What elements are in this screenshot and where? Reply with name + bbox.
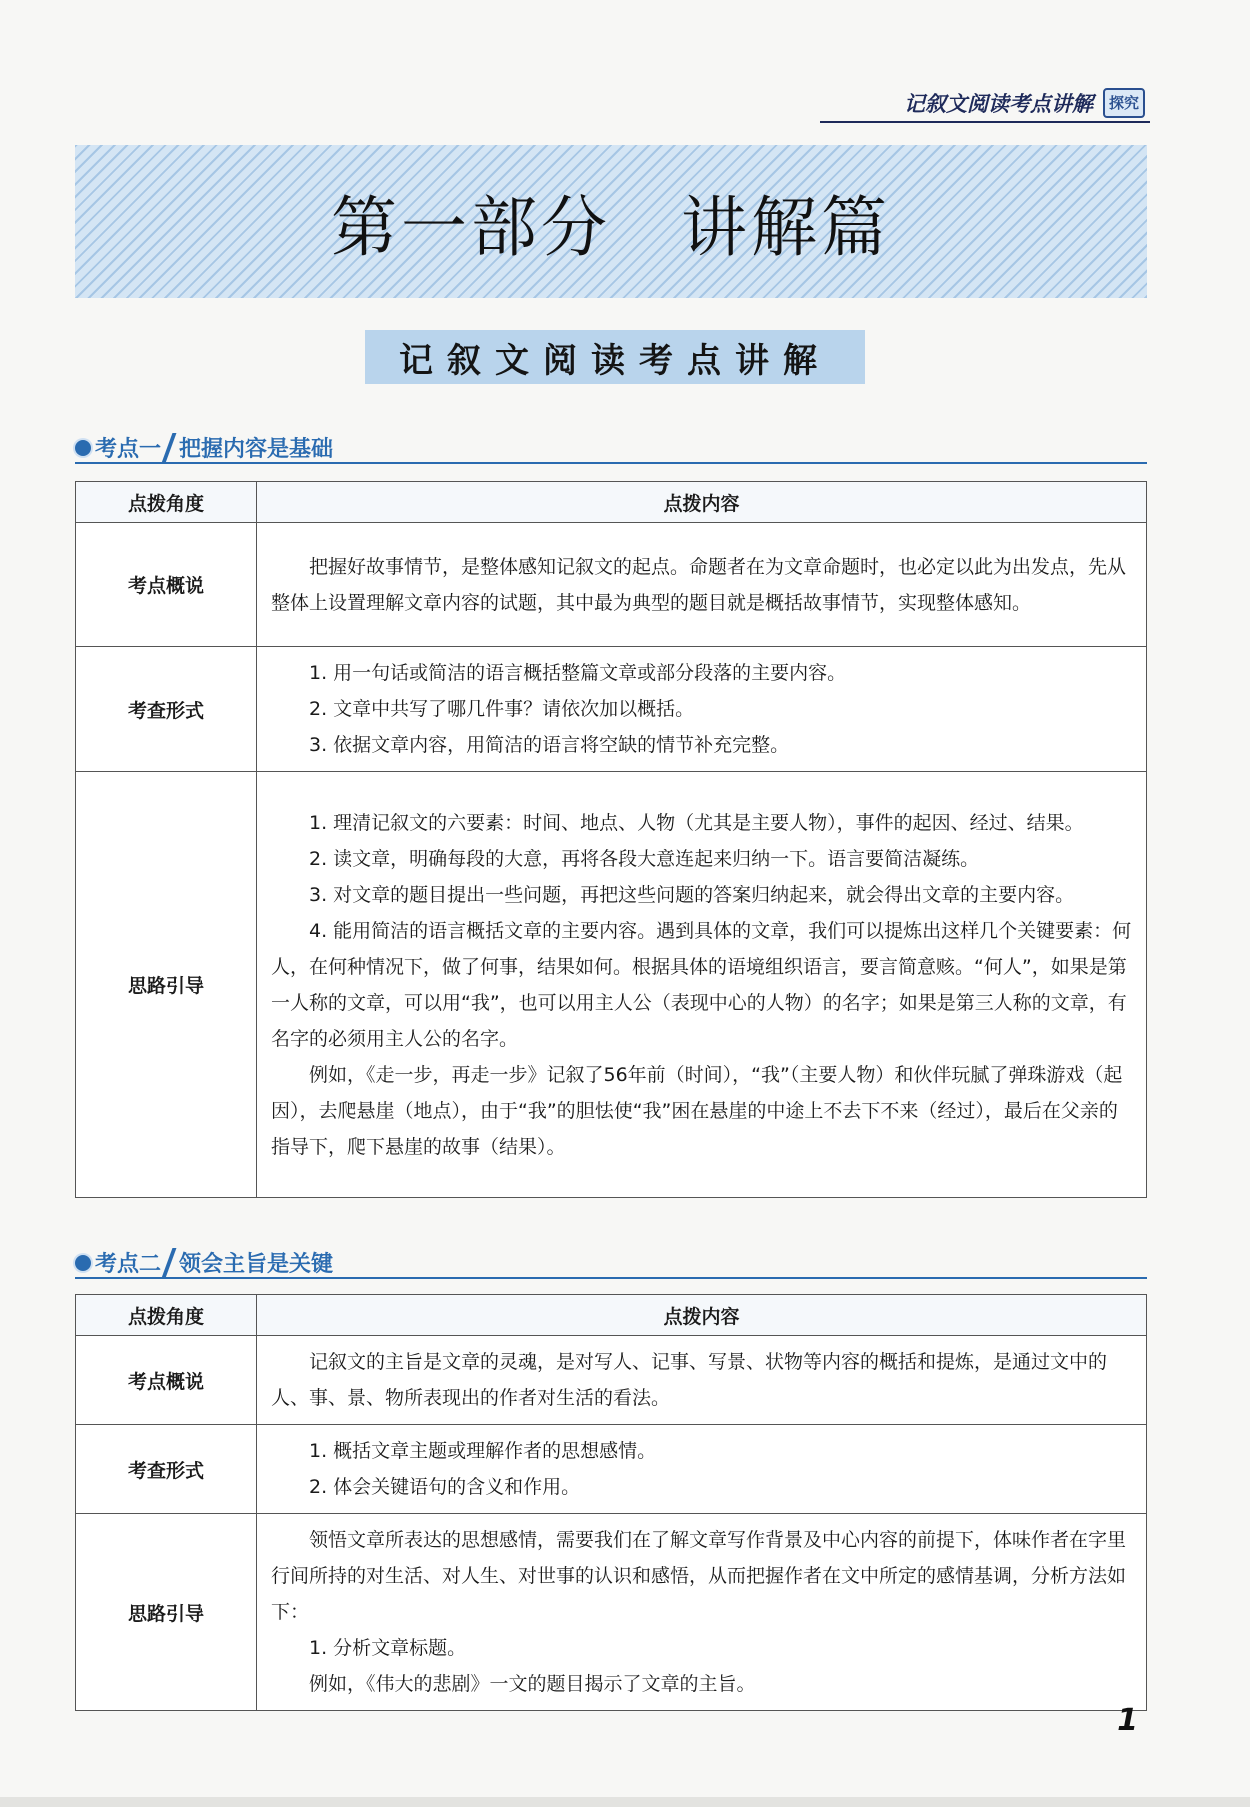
section-title: 领会主旨是关键: [179, 1252, 334, 1277]
section-label: 考点二: [95, 1252, 162, 1277]
bullet-icon: [75, 440, 91, 456]
table-row: [76, 1425, 1147, 1514]
banner-title: 第一部分 讲解篇: [331, 189, 891, 266]
content-line: 例如，《伟大的悲剧》一文的题目揭示了文章的主旨。: [309, 1673, 756, 1695]
content-line: 例如，《走一步，再走一步》记叙了56年前（时间），“我”（主要人物）和伙伴玩腻了弹珠游戏（起因），去爬悬崖（地点），由于“我”的胆怯使“我”困在悬崖的中途上不去下不来（经过），最后在父亲的指导下，爬下悬崖的故事（结果）。: [271, 1063, 1123, 1158]
content-line: 领悟文章所表达的思想感情，需要我们在了解文章写作背景及中心内容的前提下，体味作者在字里行间所持的对生活、对人生、对世事的认识和感悟，从而把握作者在文中所定的感情基调，分析方法如下：: [271, 1529, 1127, 1623]
row-label: 考点概说: [76, 1336, 257, 1425]
table-row: [76, 772, 1147, 1198]
section-rule: [75, 1277, 1147, 1279]
row-label: 考查形式: [76, 1425, 257, 1514]
subtitle: 记叙文阅读考点讲解: [399, 340, 831, 381]
content-line: 记叙文的主旨是文章的灵魂，是对写人、记事、写景、状物等内容的概括和提炼，是通过文中的人、事、景、物所表现出的作者对生活的看法。: [271, 1351, 1108, 1409]
section-head-2: [75, 1247, 333, 1278]
table-header-row: [76, 482, 1147, 523]
content-line: 3. 依据文章内容，用简洁的语言将空缺的情节补充完整。: [309, 734, 790, 756]
content-line: 2. 读文章，明确每段的大意，再将各段大意连起来归纳一下。语言要简洁凝练。: [309, 847, 980, 870]
bullet-icon: [75, 1255, 91, 1271]
content-line: 1. 概括文章主题或理解作者的思想感情。: [309, 1440, 657, 1462]
kp-table-1: [75, 481, 1147, 1198]
table-row: [76, 1336, 1147, 1425]
subtitle-box: [365, 330, 865, 384]
content-line: 1. 理清记叙文的六要素：时间、地点、人物（尤其是主要人物），事件的起因、经过、结果。: [309, 811, 1084, 834]
col-header: 点拨内容: [257, 482, 1147, 523]
row-content: [257, 647, 1147, 772]
content-line: 4. 能用简洁的语言概括文章的主要内容。遇到具体的文章，我们可以提炼出这样几个关键要素：何人，在何种情况下，做了何事，结果如何。根据具体的语境组织语言，要言简意赅。“何人”，如果是第一人称的文章，可以用“我”，也可以用主人公（表现中心的人物）的名字；如果是第三人称的文章，有名字的必须用主人公的名字。: [271, 919, 1132, 1050]
row-content: [257, 1514, 1147, 1711]
col-header: 点拨内容: [257, 1295, 1147, 1336]
row-label: 思路引导: [76, 1514, 257, 1711]
col-header: 点拨角度: [76, 482, 257, 523]
content-line: 3. 对文章的题目提出一些问题，再把这些问题的答案归纳起来，就会得出文章的主要内容。: [309, 883, 1075, 906]
row-content: [257, 772, 1147, 1198]
row-content: [257, 523, 1147, 647]
content-line: 2. 体会关键语句的含义和作用。: [309, 1476, 581, 1498]
kp-table-2: [75, 1294, 1147, 1711]
row-content: [257, 1425, 1147, 1514]
table-row: [76, 647, 1147, 772]
row-label: 考查形式: [76, 647, 257, 772]
row-label: 考点概说: [76, 523, 257, 647]
table-row: [76, 1514, 1147, 1711]
table-row: [76, 523, 1147, 647]
row-label: 思路引导: [76, 772, 257, 1198]
bottom-bar: [0, 1797, 1250, 1807]
content-line: 2. 文章中共写了哪几件事？请依次加以概括。: [309, 698, 695, 720]
header-rule: [820, 121, 1150, 123]
section-rule: [75, 462, 1147, 464]
running-header-text: 记叙文阅读考点讲解: [904, 92, 1093, 116]
content-line: 1. 分析文章标题。: [309, 1637, 467, 1659]
section-head-1: [75, 432, 333, 463]
content-line: 1. 用一句话或简洁的语言概括整篇文章或部分段落的主要内容。: [309, 662, 847, 684]
slash-icon: [162, 1248, 177, 1278]
content-line: 把握好故事情节，是整体感知记叙文的起点。命题者在为文章命题时，也必定以此为出发点，先从整体上设置理解文章内容的试题，其中最为典型的题目就是概括故事情节，实现整体感知。: [271, 555, 1127, 614]
part-banner: [75, 145, 1147, 298]
section-label: 考点一: [95, 437, 162, 462]
page-number: 1: [1117, 1703, 1138, 1738]
row-content: [257, 1336, 1147, 1425]
header-logo: 探究: [1103, 88, 1145, 118]
section-title: 把握内容是基础: [179, 437, 334, 462]
slash-icon: [162, 433, 177, 463]
running-header: [904, 88, 1145, 118]
table-header-row: [76, 1295, 1147, 1336]
col-header: 点拨角度: [76, 1295, 257, 1336]
